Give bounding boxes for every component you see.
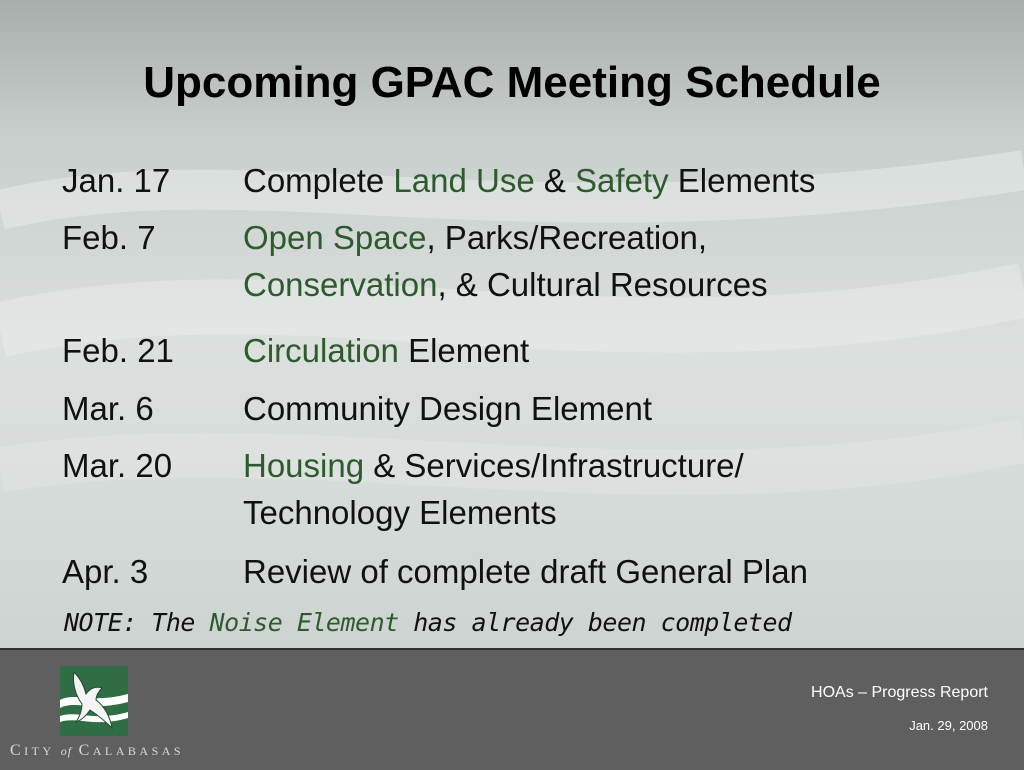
desc-highlight: Circulation [243, 332, 399, 369]
note-highlight: Noise Element [209, 608, 399, 637]
desc-text: Review of complete draft General Plan [243, 553, 808, 590]
desc-text: , Parks/Recreation, [426, 219, 708, 256]
note-prefix: NOTE: The [64, 608, 210, 637]
report-title: HOAs – Progress Report [811, 684, 988, 701]
schedule-desc [243, 157, 815, 204]
schedule-desc [243, 442, 744, 536]
slide-title: Upcoming GPAC Meeting Schedule [143, 58, 881, 107]
schedule-desc [243, 548, 808, 595]
desc-highlight: Land Use [393, 162, 535, 199]
footer-bar [0, 648, 1024, 770]
city-logo-icon [60, 666, 128, 736]
desc-highlight: Housing [243, 447, 365, 484]
schedule-date: Mar. 20 [62, 447, 173, 484]
schedule-date: Apr. 3 [62, 553, 149, 590]
note-suffix: has already been completed [398, 608, 792, 637]
schedule-date: Mar. 6 [62, 390, 154, 427]
desc-highlight: Conservation [243, 266, 438, 303]
desc-text: Elements [668, 162, 816, 199]
schedule-date: Feb. 7 [62, 219, 156, 256]
desc-text: , & Cultural Resources [437, 266, 768, 303]
desc-text: Community Design Element [243, 390, 652, 427]
schedule-desc [243, 214, 768, 308]
city-wordmark: CITY of CALABASAS [10, 742, 185, 759]
schedule-date: Jan. 17 [62, 162, 171, 199]
desc-text: Element [398, 332, 530, 369]
desc-text: & Services/Infrastructure/ [364, 447, 744, 484]
note-text [64, 608, 792, 637]
desc-text: & [534, 162, 576, 199]
desc-highlight: Open Space [243, 219, 427, 256]
report-date: Jan. 29, 2008 [909, 718, 988, 733]
schedule-date: Feb. 21 [62, 332, 174, 369]
desc-text: Complete [243, 162, 394, 199]
desc-text: Technology Elements [243, 494, 557, 531]
desc-highlight: Safety [575, 162, 669, 199]
schedule-desc [243, 385, 652, 432]
schedule-desc [243, 327, 529, 374]
